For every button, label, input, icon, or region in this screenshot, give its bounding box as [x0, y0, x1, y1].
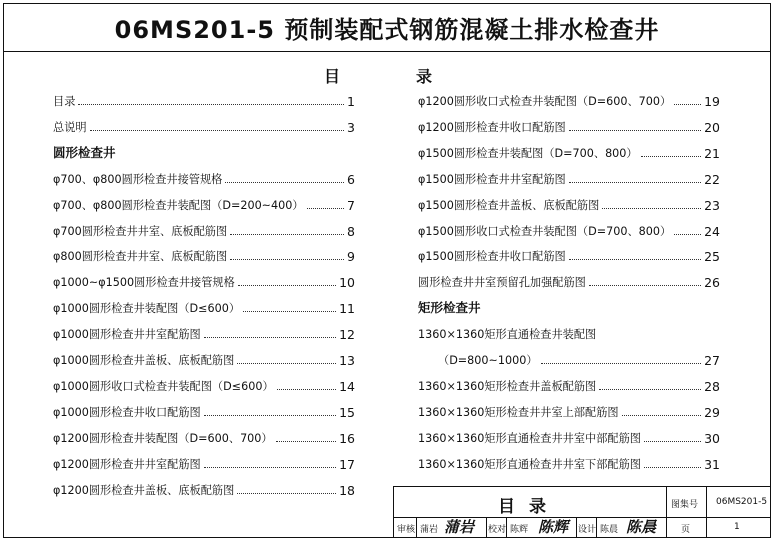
- toc-entry-page: 6: [347, 171, 355, 187]
- toc-entry: [53, 326, 355, 342]
- toc-entry-title: φ1200圆形检查井装配图（D=600、700）: [53, 431, 273, 445]
- dot-leader: [204, 337, 336, 338]
- toc-entry-title: φ1000圆形检查井收口配筋图: [53, 405, 201, 419]
- toc-entry: [53, 223, 355, 239]
- toc-entry-page: 27: [704, 353, 720, 368]
- toc-entry-title: φ1200圆形检查井井室配筋图: [53, 457, 201, 471]
- toc-entry-title: φ1500圆形检查井井室配筋图: [418, 172, 566, 186]
- dot-leader: [674, 234, 701, 235]
- toc-entry-title: 1360×1360矩形直通检查井井室下部配筋图: [418, 457, 641, 471]
- toc-entry-title: 圆形检查井井室预留孔加强配筋图: [418, 276, 586, 290]
- toc-entry-page: 31: [704, 456, 720, 472]
- toc-entry-page: 20: [704, 119, 720, 135]
- toc-entry: [53, 456, 355, 472]
- toc-entry: [53, 119, 355, 135]
- toc-entry-title: φ1200圆形收口式检查井装配图（D=600、700）: [418, 95, 672, 108]
- toc-entry-title: φ700、φ800圆形检查井装配图（D=200~400）: [53, 198, 304, 212]
- title-block-divider: [416, 517, 417, 538]
- design-label: 设计: [578, 525, 597, 535]
- check-signature: 陈辉: [538, 518, 569, 536]
- section-heading: 圆形检查井: [53, 144, 116, 160]
- toc-entry: [53, 352, 355, 368]
- toc-entry: [418, 248, 720, 264]
- toc-entry-title: φ1500圆形检查井收口配筋图: [418, 250, 566, 264]
- dot-leader: [644, 441, 701, 442]
- toc-entry-title: φ1500圆形检查井装配图（D=700、800）: [418, 146, 638, 160]
- toc-entry-title: φ1500圆形检查井盖板、底板配筋图: [418, 198, 600, 212]
- toc-entry: [53, 274, 355, 290]
- toc-entry-title: 1360×1360矩形检查井井室上部配筋图: [418, 405, 619, 419]
- toc-entry-title: φ1200圆形检查井收口配筋图: [418, 120, 566, 134]
- toc-entry-title: φ800圆形检查井井室、底板配筋图: [53, 250, 228, 264]
- dot-leader: [641, 156, 701, 157]
- toc-entry-page: 19: [704, 94, 720, 109]
- toc-entry: [418, 93, 720, 109]
- dot-leader: [602, 208, 701, 209]
- toc-entry-page: 25: [704, 249, 720, 265]
- toc-entry-title: 总说明: [53, 120, 87, 134]
- section-heading: 矩形检查井: [418, 300, 481, 316]
- toc-entry-page: 21: [704, 145, 720, 161]
- toc-entry-title: φ1000圆形收口式检查井装配图（D≤600）: [53, 379, 274, 393]
- toc-entry-title: φ700、φ800圆形检查井接管规格: [53, 172, 223, 186]
- title-block-divider: [506, 517, 507, 538]
- toc-entry: [418, 171, 720, 187]
- dot-leader: [599, 389, 701, 390]
- page-title: 06MS201-5 预制装配式钢筋混凝土排水检查井: [114, 15, 660, 44]
- toc-entry: [418, 274, 720, 290]
- toc-entry-page: 11: [339, 301, 355, 317]
- design-signature: 陈晨: [626, 518, 657, 536]
- dot-leader: [225, 182, 344, 183]
- toc-entry-title: 1360×1360矩形直通检查井装配图: [418, 328, 597, 342]
- check-name: 陈辉: [510, 525, 529, 535]
- toc-entry-title: 目录: [53, 95, 76, 108]
- toc-entry-page: 22: [704, 171, 720, 187]
- review-name: 蒲岩: [420, 525, 439, 535]
- dot-leader: [237, 363, 336, 364]
- toc-entry: [53, 248, 355, 264]
- toc-entry-page: 16: [339, 430, 355, 446]
- dot-leader: [276, 441, 336, 442]
- dot-leader: [589, 285, 701, 286]
- dot-leader: [204, 467, 336, 468]
- toc-entry: [418, 326, 720, 342]
- dot-leader: [90, 130, 344, 131]
- dot-leader: [541, 363, 702, 364]
- review-label: 审核: [397, 525, 416, 535]
- dot-leader: [569, 130, 701, 131]
- toc-entry: [418, 378, 720, 394]
- dot-leader: [644, 467, 701, 468]
- dot-leader: [237, 493, 336, 494]
- toc-entry: [418, 145, 720, 161]
- toc-entry-page: 10: [339, 275, 355, 291]
- dot-leader: [307, 208, 344, 209]
- toc-entry-title: φ1000圆形检查井井室配筋图: [53, 328, 201, 342]
- page-number: 1: [734, 522, 740, 532]
- toc-entry: [53, 378, 355, 394]
- toc-entry: [53, 404, 355, 420]
- toc-entry-page: 30: [704, 430, 720, 446]
- title-block-divider: [706, 487, 707, 538]
- toc-entry-page: 15: [339, 404, 355, 420]
- dot-leader: [622, 415, 702, 416]
- dot-leader: [230, 234, 344, 235]
- page-label: 页: [681, 525, 691, 535]
- toc-entry-page: 7: [347, 197, 355, 213]
- toc-entry: [438, 352, 720, 368]
- toc-entry-page: 18: [339, 482, 355, 498]
- toc-entry: [418, 119, 720, 135]
- dot-leader: [277, 389, 336, 390]
- dot-leader: [230, 259, 344, 260]
- check-label: 校对: [488, 525, 507, 535]
- title-block-divider: [576, 517, 577, 538]
- toc-entry-page: 24: [704, 223, 720, 239]
- toc-entry: [418, 197, 720, 213]
- toc-entry-page: 1: [347, 94, 355, 109]
- toc-entry: [53, 171, 355, 187]
- toc-entry-title: φ1500圆形收口式检查井装配图（D=700、800）: [418, 224, 672, 238]
- dot-leader: [243, 311, 336, 312]
- toc-entry-page: 8: [347, 223, 355, 239]
- toc-entry-title: （D=800~1000）: [438, 354, 538, 367]
- dot-leader: [674, 104, 701, 105]
- atlas-number: 06MS201-5: [716, 497, 768, 507]
- dot-leader: [569, 182, 701, 183]
- title-block-name: 目录: [498, 497, 560, 517]
- dot-leader: [78, 104, 344, 105]
- toc-entry: [418, 404, 720, 420]
- toc-entry-title: 1360×1360矩形直通检查井井室中部配筋图: [418, 431, 641, 445]
- toc-entry: [53, 300, 355, 316]
- toc-entry-page: 13: [339, 353, 355, 368]
- title-block: [393, 486, 771, 538]
- toc-entry-page: 29: [704, 404, 720, 420]
- toc-entry-title: φ1200圆形检查井盖板、底板配筋图: [53, 483, 235, 497]
- toc-entry: [53, 93, 355, 109]
- toc-entry: [418, 223, 720, 239]
- title-bar: [3, 3, 771, 52]
- heading-mu: 目: [324, 67, 341, 86]
- heading-lu: 录: [416, 67, 433, 86]
- toc-entry-title: φ1000~φ1500圆形检查井接管规格: [53, 276, 235, 290]
- toc-entry-page: 14: [339, 378, 355, 394]
- toc-entry: [53, 430, 355, 446]
- title-block-divider: [486, 517, 487, 538]
- toc-entry-page: 26: [704, 275, 720, 291]
- title-block-divider: [596, 517, 597, 538]
- atlas-label: 图集号: [671, 500, 699, 510]
- toc-entry-page: 28: [704, 378, 720, 394]
- review-signature: 蒲岩: [444, 518, 475, 536]
- dot-leader: [238, 285, 336, 286]
- title-block-divider: [666, 487, 667, 538]
- toc-entry-page: 9: [347, 249, 355, 265]
- toc-entry: [418, 456, 720, 472]
- toc-entry-title: φ700圆形检查井井室、底板配筋图: [53, 224, 228, 238]
- toc-entry: [418, 430, 720, 446]
- dot-leader: [204, 415, 336, 416]
- toc-entry-page: 23: [704, 197, 720, 213]
- toc-entry-page: 17: [339, 456, 355, 472]
- toc-entry-title: 1360×1360矩形检查井盖板配筋图: [418, 379, 597, 393]
- toc-entry: [53, 197, 355, 213]
- design-name: 陈晨: [600, 525, 619, 535]
- toc-entry-page: 3: [347, 119, 355, 135]
- toc-entry-page: 12: [339, 327, 355, 343]
- dot-leader: [569, 259, 701, 260]
- toc-entry: [53, 482, 355, 498]
- toc-entry-title: φ1000圆形检查井装配图（D≤600）: [53, 302, 241, 316]
- toc-entry-title: φ1000圆形检查井盖板、底板配筋图: [53, 354, 235, 367]
